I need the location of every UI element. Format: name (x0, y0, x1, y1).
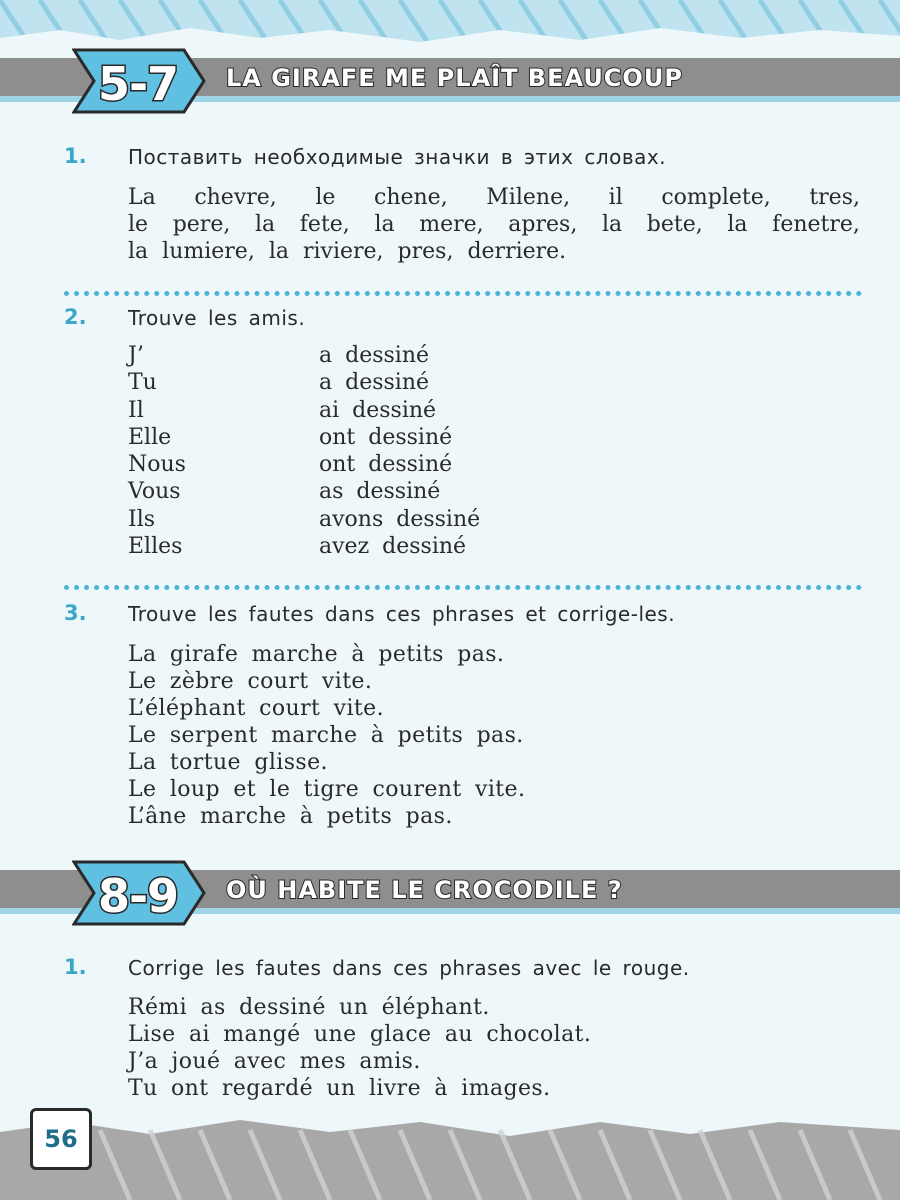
sentence: L’éléphant court vite. (128, 696, 384, 721)
matching-columns (128, 342, 548, 560)
verb-form: avez dessiné (319, 534, 467, 560)
lesson-badge-number: 8-9 (97, 869, 179, 923)
sentence: La tortue glisse. (128, 750, 328, 775)
pronoun: Vous (128, 479, 181, 505)
lesson-header-5-7 (0, 50, 900, 111)
lesson-title: LA GIRAFE ME PLAÎT BEAUCOUP (226, 64, 683, 92)
word-line: La chevre, le chene, Milene, il complete, tres, (128, 185, 860, 210)
sentence: Lise ai mangé une glace au chocolat. (128, 1022, 592, 1047)
sentence: L’âne marche à petits pas. (128, 804, 453, 829)
bottom-decorative-band (0, 1110, 900, 1200)
exercise-instruction: Corrige les fautes dans ces phrases avec le rouge. (128, 956, 690, 980)
verb-form: a dessiné (319, 370, 430, 396)
match-row (128, 478, 548, 505)
exercise-number: 1. (64, 955, 87, 979)
pronoun: Nous (128, 452, 186, 478)
exercise-instruction: Поставить необходимые значки в этих словах. (128, 145, 667, 169)
page-number: 56 (30, 1108, 92, 1170)
match-row (128, 506, 548, 533)
exercise-instruction: Trouve les amis. (128, 306, 306, 330)
verb-form: ont dessiné (319, 452, 453, 478)
pronoun: Ils (128, 506, 156, 532)
match-row (128, 369, 548, 396)
pronoun: Il (128, 397, 144, 423)
exercise-number: 2. (64, 305, 87, 329)
sentence: La girafe marche à petits pas. (128, 642, 505, 667)
lesson-badge-number: 5-7 (97, 57, 179, 111)
sentence: Tu ont regardé un livre à images. (128, 1076, 551, 1101)
verb-form: a dessiné (319, 343, 430, 368)
match-row (128, 424, 548, 451)
top-decorative-band (0, 0, 900, 46)
section-divider (64, 291, 862, 296)
sentence: J’a joué avec mes amis. (128, 1049, 421, 1074)
pronoun: Elle (128, 424, 172, 450)
match-row (128, 397, 548, 424)
pronoun: Elles (128, 534, 183, 560)
lesson-title: OÙ HABITE LE CROCODILE ? (226, 876, 623, 904)
sentence: Le loup et le tigre courent vite. (128, 777, 526, 802)
word-line: la lumiere, la riviere, pres, derriere. (128, 239, 567, 264)
exercise-number: 3. (64, 601, 87, 625)
verb-form: ai dessiné (319, 397, 437, 423)
verb-form: as dessiné (319, 479, 441, 505)
sentence: Rémi as dessiné un éléphant. (128, 995, 490, 1020)
verb-form: avons dessiné (319, 506, 481, 532)
section-divider (64, 585, 862, 590)
pronoun: J’ (128, 343, 144, 368)
verb-form: ont dessiné (319, 424, 453, 450)
exercise-instruction: Trouve les fautes dans ces phrases et corrige-les. (128, 602, 676, 626)
lesson-header-8-9 (0, 862, 900, 923)
word-list (128, 184, 860, 265)
match-row (128, 533, 548, 560)
word-line: le pere, la fete, la mere, apres, la bete, la fenetre, (128, 212, 860, 237)
match-row (128, 451, 548, 478)
pronoun: Tu (128, 370, 157, 396)
sentence: Le zèbre court vite. (128, 669, 373, 694)
match-row (128, 342, 548, 369)
exercise-number: 1. (64, 144, 87, 168)
sentence: Le serpent marche à petits pas. (128, 723, 524, 748)
